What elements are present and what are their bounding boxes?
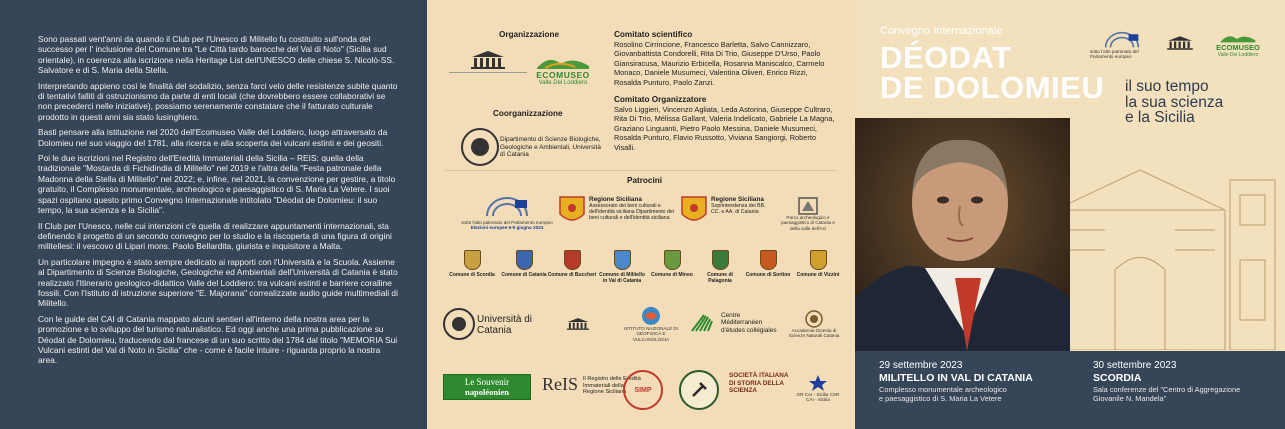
event-venue: Giovanile N. Mandela" bbox=[1093, 394, 1167, 403]
centre-text: Centre Méditerranéen d'études collégiales bbox=[721, 312, 777, 334]
event-venue: Sala conferenze del "Centro di Aggregazione bbox=[1093, 385, 1241, 394]
unesco-temple-icon bbox=[1165, 35, 1195, 51]
ecomuseo-sub: Valle Del Loddiero bbox=[538, 80, 588, 86]
gioenia-icon bbox=[805, 310, 823, 328]
ecomuseo-sub-small: Valle Del Loddiero bbox=[1217, 51, 1259, 58]
paragraph: Interpretando appieno così le finalità del sodalizio, senza farci velo delle resistenze subite quanto di tentativi falliti di ostruzionismo da parte di enti locali (che dovrebbero essere collaborativi se non precederci nelle iniziative), possiamo serenamente constatare che il fatturato culturale prodotto in questi anni sia stato lusinghiero. bbox=[38, 80, 398, 122]
middle-panel bbox=[427, 0, 855, 429]
dept-text: Dipartimento di Scienze Biologiche, Geologiche e Ambientali, Università di Catania bbox=[500, 136, 601, 159]
right-panel bbox=[855, 0, 1285, 429]
geology-badge bbox=[679, 370, 719, 410]
comune-vizzini: Comune di Vizzini bbox=[793, 250, 843, 278]
event-militello bbox=[879, 359, 1033, 403]
rs2-text: Soprintendenza dei BB. CC. e AA. di Catania bbox=[711, 203, 766, 216]
left-panel bbox=[0, 0, 427, 429]
event-venue: e paesaggistico di S. Maria La Vetere bbox=[879, 394, 1002, 403]
subtitle bbox=[1125, 79, 1223, 126]
trinacria-icon bbox=[559, 196, 585, 226]
ingv-globe-icon bbox=[640, 306, 662, 326]
unesco-temple-icon bbox=[565, 317, 591, 331]
comitato-scientifico-title: Comitato scientifico bbox=[614, 30, 693, 39]
ep-logo-small bbox=[1090, 28, 1154, 62]
eu-parliament-icon bbox=[485, 196, 529, 218]
rs1-text: Assessorato dei beni culturali e dell'identità siciliana Dipartimento dei beni culturali e dell'identità siciliana bbox=[589, 203, 674, 222]
reis-logo: ReIS bbox=[542, 374, 578, 394]
comune-mineo: Comune di Mineo bbox=[647, 250, 697, 278]
ep-patronage-small: sotto l'alto patronato del Parlamento europeo bbox=[1090, 48, 1139, 59]
comune-catania: Comune di Catania bbox=[499, 250, 549, 278]
dolomieu-portrait-image bbox=[855, 118, 1070, 351]
paragraph: Poi le due iscrizioni nel Registro dell'Eredità Immateriali della Sicilia – REIS: quella della tradizionale "Mostarda di Fichidindia di Militello" nel 2019 e l'altra della "Festa patronale della Madonna della Stella di Militello" nel 2022; e, infine, nel 2021, la convenzione per gestire, a titolo gratuito, il Complesso monumentale, archeologico e paesaggistico di S. Maria La Vetere. I suoi spazi ospitano questo primo Convegno Internazionale intitolato "Déodat de Dolomieu: il suo tempo, la sua scienza e la Sicilia". bbox=[38, 153, 396, 216]
rs1-title: Regione Siciliana bbox=[589, 196, 642, 203]
hammer-icon bbox=[690, 381, 708, 399]
gioenia-text: Accademia Gioenia di Scienze Naturali Catania bbox=[788, 327, 840, 338]
events-strip bbox=[855, 351, 1285, 429]
comitato-organizzatore-title: Comitato Organizzatore bbox=[614, 95, 707, 104]
souvenir-1: Le Souvenir bbox=[464, 377, 510, 387]
divider bbox=[445, 170, 837, 171]
european-parliament-logo bbox=[457, 190, 557, 236]
comune-scordia: Comune di Scordia bbox=[447, 250, 497, 278]
comune-militello: Comune di Militello in Val di Catania bbox=[597, 250, 647, 284]
unesco-temple-icon bbox=[468, 50, 508, 70]
ecomuseo-name: ECOMUSEO bbox=[536, 70, 590, 80]
comitato-scientifico-list: Rosolino Cirrincione, Francesco Barletta, Salvo Cannizzaro, Giovanbattista Condorelli, Rita Di Trio, Giuseppe D'Urso, Paolo Giansiracusa, Maurizio Erbicella, Rosanna Maniscalco, Carmelo Monaco, Daniele Musumeci, Valentina Oliveri, Enrico Rizzi, Rosalda Punturo, Paolo Zanzi. bbox=[614, 40, 825, 87]
subtitle-line: il suo tempo bbox=[1125, 78, 1209, 95]
trinacria-logo-2 bbox=[681, 196, 707, 226]
patrocini-title: Patrocini bbox=[627, 176, 663, 185]
comune-palagonia: Comune di Palagonia bbox=[695, 250, 745, 284]
subtitle-line: e la Sicilia bbox=[1125, 109, 1195, 126]
unesco-club-logo-small bbox=[543, 310, 613, 338]
intro-text bbox=[38, 34, 398, 371]
comune-buccheri: Comune di Buccheri bbox=[547, 250, 597, 278]
cai-text: GR CAI - Sicilia CSR CAI - Sicilia bbox=[796, 391, 840, 402]
trinacria-icon bbox=[681, 196, 707, 226]
event-place: MILITELLO IN VAL DI CATANIA bbox=[879, 372, 1033, 384]
subtitle-line: la sua scienza bbox=[1125, 93, 1224, 111]
unesco-club-logo bbox=[449, 48, 527, 88]
cai-logo bbox=[793, 368, 843, 408]
title-dolomieu: DE DOLOMIEU bbox=[880, 70, 1105, 105]
ecomuseo-logo-small bbox=[1209, 28, 1267, 60]
ecomuseo-logo bbox=[529, 48, 597, 90]
regione-siciliana-2 bbox=[711, 196, 773, 215]
ingv-text: ISTITUTO NAZIONALE DI GEOFISICA E VULCANOLOGIA bbox=[623, 325, 679, 342]
parco-archeologico-logo bbox=[777, 192, 839, 236]
comune-sortino: Comune di Sortino bbox=[743, 250, 793, 278]
ecomuseo-hills-icon bbox=[535, 52, 591, 70]
paragraph: Basti pensare alla istituzione nel 2020 dell'Ecomuseo Valle del Loddiero, luogo attraversato da Dolomieu nel suo viaggio del 1781, alla ricerca e alla scoperta dei vulcani estinti e dei geositi. bbox=[38, 127, 388, 148]
paragraph: Il Club per l'Unesco, nelle cui intenzioni c'è quella di realizzare appuntamenti internazionali, sta definendo il progetto di un secondo convegno per lo studio e la riscoperta di una figura di origini militellesi: il vescovo di Lipari mons. Paolo Bellardita, giurista e inquisitore a Malta. bbox=[38, 220, 392, 252]
souvenir-2: napoléonien bbox=[465, 387, 509, 397]
gioenia-logo bbox=[783, 306, 845, 342]
convegno-label: Convegno Internazionale bbox=[880, 25, 1003, 37]
ecomuseo-name-small: ECOMUSEO bbox=[1216, 42, 1260, 52]
event-place: SCORDIA bbox=[1093, 372, 1142, 384]
reis-text: Il Registro delle Eredità Immateriali della Regione Siciliana bbox=[583, 376, 641, 396]
event-scordia bbox=[1093, 359, 1240, 403]
trinacria-logo-1 bbox=[559, 196, 585, 226]
unict-name: Università di Catania bbox=[477, 314, 533, 336]
ingv-logo bbox=[623, 306, 679, 342]
parco-icon bbox=[798, 197, 818, 215]
paragraph: Con le guide del CAI di Catania mappato alcuni sentieri all'interno della nostra area per la promozione e lo sviluppo del turismo naturalistico. Ed oggi anche una prima pubblicazione su Déodat de Dolomieu, traducendo dal francese di un suo scritto del 1784 dal titolo "MEMORIA Sui Vulcani estinti del Val di Noto in Sicilia" che - come è facile intuire - riguarda proprio la nostra area. bbox=[38, 313, 398, 366]
event-date: 29 settembre 2023 bbox=[879, 360, 963, 371]
organizzazione-title: Organizzazione bbox=[499, 30, 560, 39]
simp-logo: SIMP bbox=[623, 370, 663, 410]
event-date: 30 settembre 2023 bbox=[1093, 360, 1177, 371]
unesco-logo-small bbox=[1155, 28, 1205, 58]
regione-siciliana-1 bbox=[589, 196, 674, 222]
title-deodat: DÉODAT bbox=[880, 40, 1012, 75]
coorganizzazione-title: Coorganizzazione bbox=[493, 109, 563, 118]
souvenir-napoleonien-logo bbox=[443, 374, 531, 400]
church-sketch-image bbox=[1045, 150, 1285, 350]
paragraph: Sono passati vent'anni da quando il Club per l'Unesco di Militello fu costituito sull'onda del successo per l' inclusione del Comune tra "Le Città tardo barocche del Val di Noto" (Sicilia sud orientale), in coerenza alla iscrizione nella Heritage List dell'UNESCO delle chiese S. Nicolò-SS. Salvatore e di S. Maria della Stella. bbox=[38, 34, 395, 76]
title-block bbox=[880, 25, 1104, 103]
ep-patronage: sotto l'alto patronato del Parlamento europeo bbox=[461, 219, 553, 225]
eu-parliament-icon bbox=[1104, 31, 1140, 49]
event-venue: Complesso monumentale archeologico bbox=[879, 385, 1007, 394]
rs2-title: Regione Siciliana bbox=[711, 196, 764, 203]
parco-text: Parco archeologico e paesaggistico di Catania e della valle dell'Aci bbox=[781, 214, 835, 231]
centre-med-logo bbox=[689, 310, 719, 334]
ecomuseo-hills-icon bbox=[1218, 31, 1258, 43]
ep-date: Elezioni europee 6-9 giugno 2024 bbox=[470, 225, 544, 230]
storia-scienza-text: SOCIETÀ ITALIANA DI STORIA DELLA SCIENZA bbox=[729, 372, 789, 395]
centre-fan-icon bbox=[690, 311, 718, 333]
comitato-organizzatore-list: Salvo Liggieri, Vincenzo Agliata, Leda Astorina, Giuseppe Cultraro, Rita Di Trio, Mélissa Gallant, Valeria Indelicato, Gabriele La Magna, Graziano Linguanti, Pietro Paolo Messina, Daniele Musumeci, Rosalda Punturo, Flavio Russotto, Viviana Sangiorgi, Roberto Visalli. bbox=[614, 105, 835, 152]
cai-star-icon bbox=[808, 374, 828, 392]
paragraph: Un particolare impegno è stato sempre dedicato ai rapporti con l'Università e la Scuola. Assieme al Dipartimento di Scienze Biologiche, Geologiche ed Ambientali dell'Università di Catania è stato realizzato l'Itinerario geologico-didattico Valle del Loddiero: tra vulcani estinti e barriere coralline fossili. Con l'Istituto di istruzione superiore "E. Majorana" correalizzate audio guide multimediali di Militello. bbox=[38, 256, 398, 309]
unict-dept-seal bbox=[461, 128, 499, 166]
unict-seal bbox=[443, 308, 475, 340]
